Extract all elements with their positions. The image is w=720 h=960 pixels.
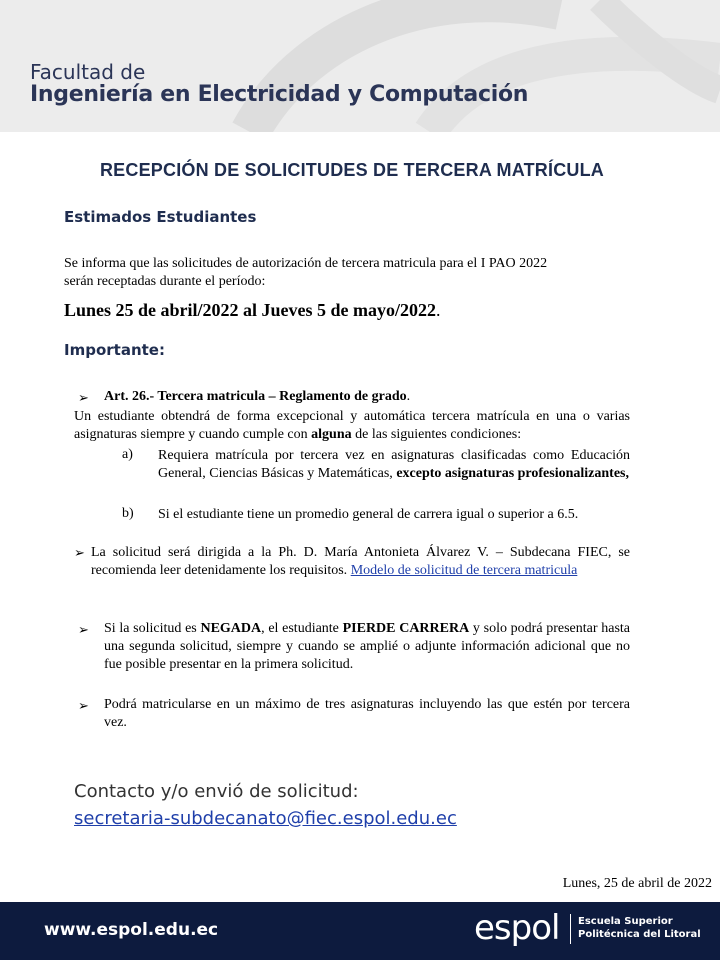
intro-line2: serán receptadas durante el período: bbox=[64, 274, 266, 289]
logo-line2: Politécnica del Litoral bbox=[578, 929, 701, 940]
negada-text bbox=[104, 620, 630, 674]
item-b-text: Si el estudiante tiene un promedio general de carrera igual o superior a 6.5. bbox=[158, 507, 579, 522]
importante-heading: Importante: bbox=[64, 341, 165, 359]
logo-line1: Escuela Superior bbox=[578, 916, 673, 927]
item-a-letter: a) bbox=[122, 447, 133, 462]
modelo-solicitud-link[interactable]: Modelo de solicitud de tercera matricula bbox=[350, 563, 578, 578]
dates-period: . bbox=[436, 300, 441, 320]
art26-body-post: de las siguientes condiciones: bbox=[351, 427, 522, 442]
negada-bold: NEGADA bbox=[200, 621, 262, 636]
arrow-bullet-icon: ➢ bbox=[78, 390, 89, 405]
greeting: Estimados Estudiantes bbox=[64, 208, 257, 226]
date-signature: Lunes, 25 de abril de 2022 bbox=[562, 876, 712, 891]
art26-body bbox=[74, 408, 630, 444]
item-a-pre: Requiera matrícula por tercera vez en asignaturas clasificadas como Educación General, Ciencias Básicas y Matemáticas, bbox=[158, 448, 630, 481]
intro-text bbox=[64, 255, 634, 291]
arrow-bullet-icon: ➢ bbox=[78, 698, 89, 713]
pierde-carrera-bold: PIERDE CARRERA bbox=[342, 621, 470, 636]
footer-bar bbox=[0, 902, 720, 960]
solicitud-text bbox=[91, 544, 630, 580]
negada-mid: , el estudiante bbox=[261, 621, 343, 636]
intro-line1: Se informa que las solicitudes de autorización de tercera matricula para el I PAO 2022 bbox=[64, 256, 548, 271]
arrow-bullet-icon: ➢ bbox=[78, 622, 89, 637]
reception-dates bbox=[64, 300, 441, 321]
art26-heading-end: . bbox=[406, 389, 411, 404]
item-a-text bbox=[158, 447, 630, 483]
faculty-line1: Facultad de bbox=[30, 60, 146, 84]
contact-label: Contacto y/o envió de solicitud: bbox=[74, 781, 359, 802]
header-banner bbox=[0, 0, 720, 132]
arrow-bullet-icon: ➢ bbox=[74, 545, 85, 560]
dates-text: Lunes 25 de abril/2022 al Jueves 5 de mayo/2022 bbox=[64, 300, 437, 320]
page-title: RECEPCIÓN DE SOLICITUDES DE TERCERA MATRÍCULA bbox=[99, 160, 605, 180]
solicitud-body: La solicitud será dirigida a la Ph. D. María Antonieta Álvarez V. – Subdecana FIEC, se recomienda leer detenidamente los requisitos. bbox=[91, 545, 630, 578]
espol-logo: espol bbox=[474, 908, 560, 948]
contact-email-link[interactable]: secretaria-subdecanato@fiec.espol.edu.ec bbox=[74, 808, 457, 829]
negada-post: y solo podrá presentar hasta una segunda solicitud, siempre y cuando se amplié o adjunte información adicional que no fue posible presentar en la primera solicitud. bbox=[104, 621, 630, 672]
art26-body-pre: Un estudiante obtendrá de forma excepcional y automática tercera matrícula en una o varias asignaturas siempre y cuando cumple con bbox=[74, 409, 630, 442]
art26-heading-text: Art. 26.- Tercera matricula – Reglamento de grado bbox=[104, 389, 407, 404]
item-a-bold: excepto asignaturas profesionalizantes, bbox=[396, 466, 629, 481]
logo-divider bbox=[570, 914, 571, 944]
item-b-letter: b) bbox=[122, 506, 134, 521]
faculty-line2: Ingeniería en Electricidad y Computación bbox=[30, 82, 529, 107]
art26-heading bbox=[104, 388, 624, 406]
negada-pre: Si la solicitud es bbox=[104, 621, 201, 636]
maximo-text: Podrá matricularse en un máximo de tres asignaturas incluyendo las que estén por tercera vez. bbox=[104, 697, 630, 730]
website-url[interactable]: www.espol.edu.ec bbox=[44, 920, 219, 940]
art26-body-bold: alguna bbox=[311, 427, 352, 442]
